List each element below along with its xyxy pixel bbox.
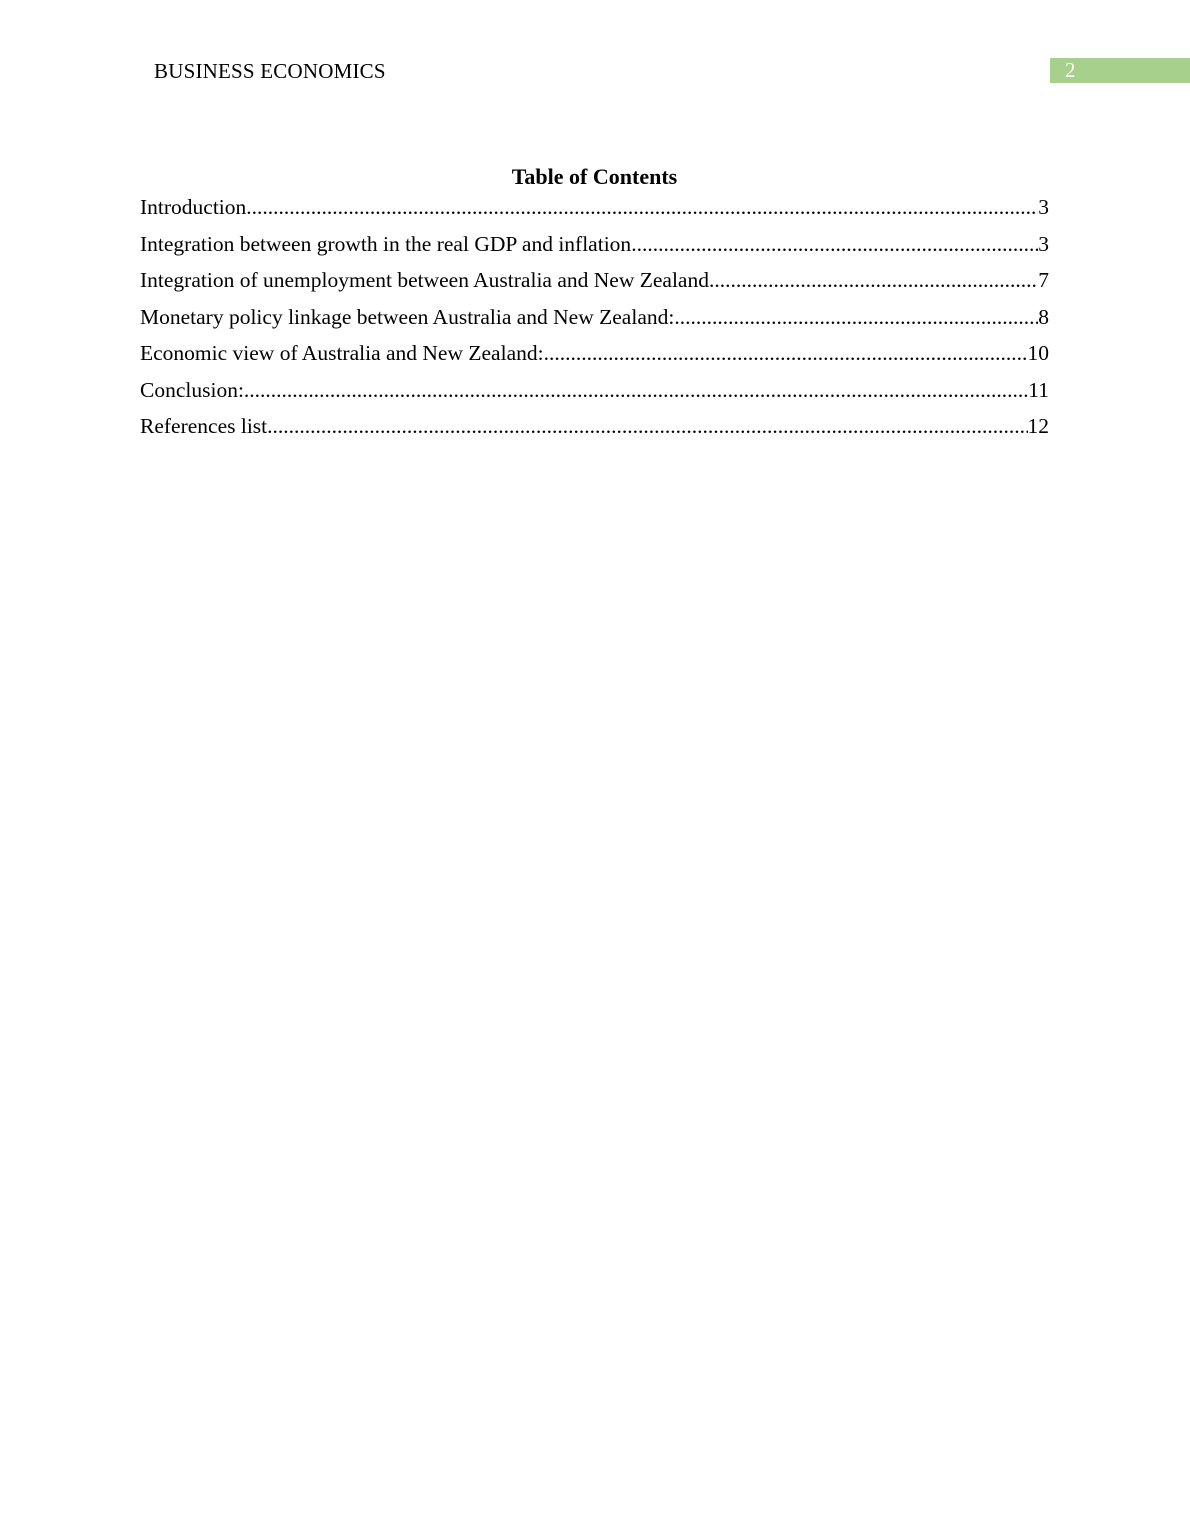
page-number: 2 [1065, 58, 1076, 82]
toc-dot-leader [267, 412, 1027, 440]
toc-entry-monetary-policy[interactable] [140, 303, 1049, 340]
table-of-contents [140, 193, 1049, 449]
toc-entry-conclusion[interactable] [140, 376, 1049, 413]
toc-entry-introduction[interactable] [140, 193, 1049, 230]
toc-entry-label: Conclusion: [140, 377, 244, 402]
toc-dot-leader [544, 339, 1028, 367]
toc-entry-label: Monetary policy linkage between Australia and New Zealand: [140, 304, 675, 329]
toc-entry-label: Integration between growth in the real GDP and inflation [140, 231, 632, 256]
toc-dot-leader [709, 266, 1038, 294]
toc-entry-page: 3 [1038, 231, 1049, 256]
toc-entry-unemployment[interactable] [140, 266, 1049, 303]
toc-entry-economic-view[interactable] [140, 339, 1049, 376]
toc-heading: Table of Contents [511, 164, 678, 189]
toc-entry-label: Introduction [140, 195, 247, 219]
toc-entry-page: 7 [1038, 268, 1049, 292]
toc-entry-page: 11 [1028, 377, 1049, 402]
toc-entry-label: References list [140, 414, 268, 438]
toc-entry-references[interactable] [140, 412, 1049, 449]
toc-entry-label: Integration of unemployment between Australia and New Zealand [140, 268, 709, 292]
toc-entry-gdp-inflation[interactable] [140, 230, 1049, 267]
toc-entry-page: 12 [1027, 414, 1049, 438]
toc-dot-leader [246, 193, 1038, 221]
toc-entry-label: Economic view of Australia and New Zealand: [140, 341, 544, 365]
toc-dot-leader [631, 230, 1038, 258]
toc-dot-leader [674, 303, 1038, 331]
toc-dot-leader [244, 376, 1028, 404]
toc-entry-page: 10 [1027, 341, 1049, 365]
page-number-badge [1050, 58, 1190, 83]
toc-entry-page: 8 [1038, 304, 1049, 329]
running-header-title: BUSINESS ECONOMICS [154, 59, 386, 83]
toc-entry-page: 3 [1038, 195, 1049, 219]
